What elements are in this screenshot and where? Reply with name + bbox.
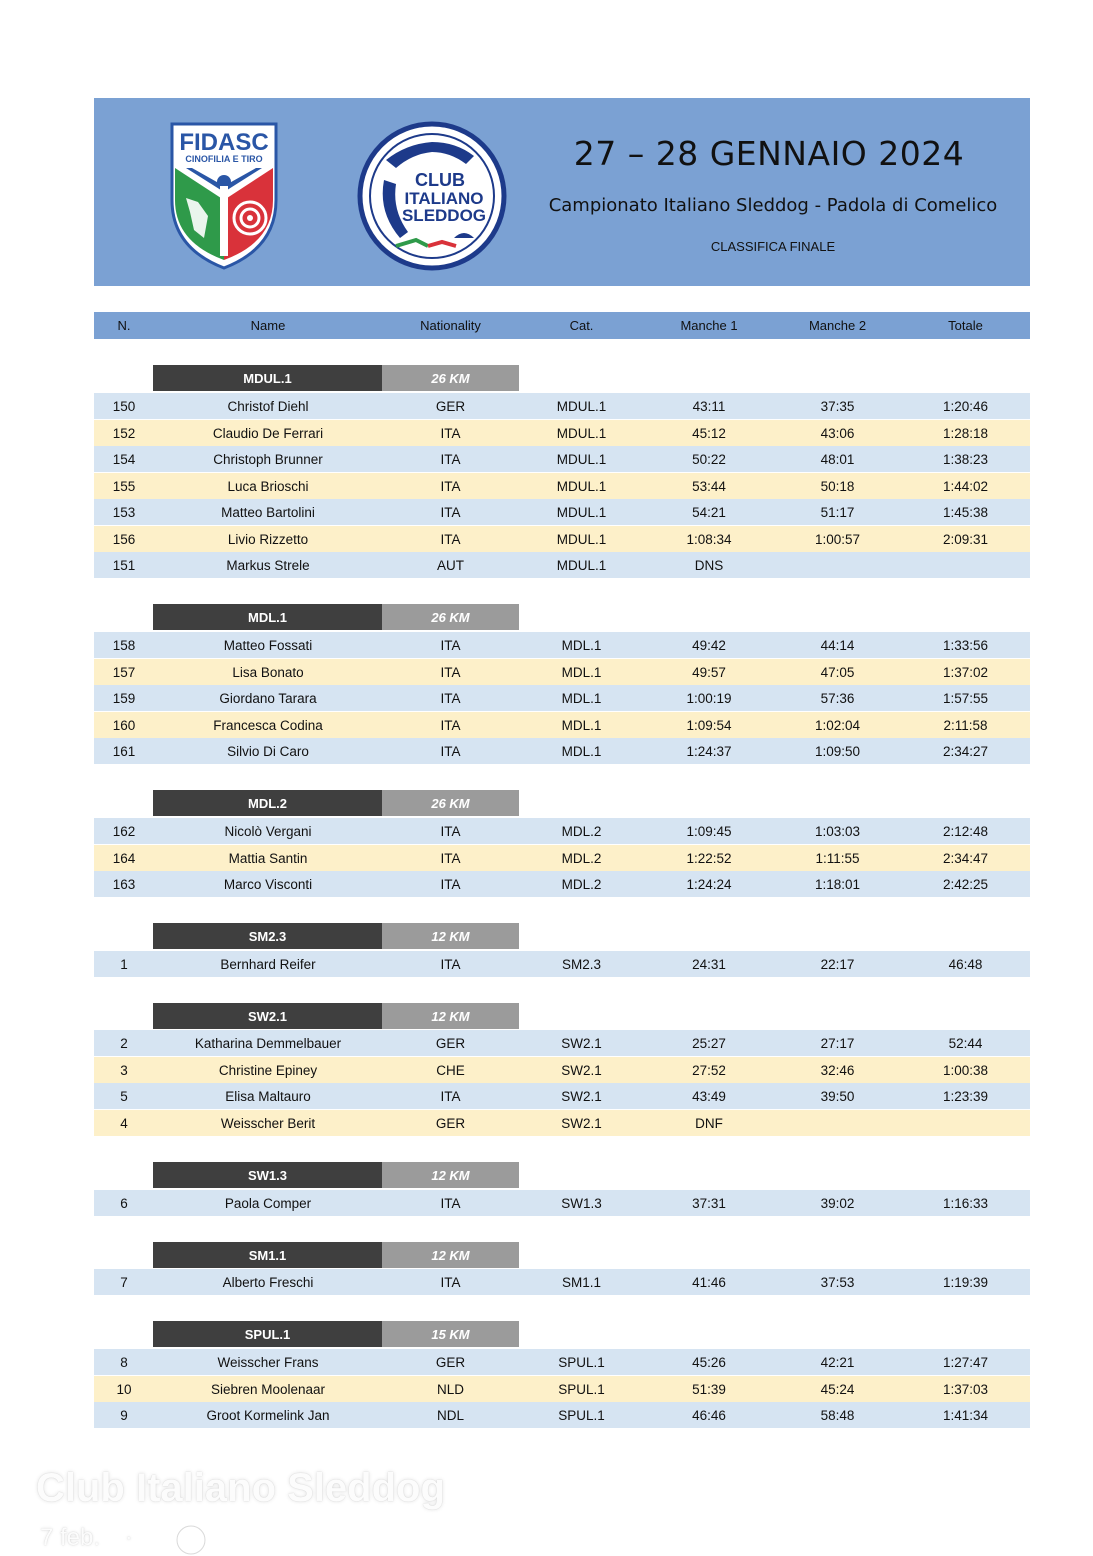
athlete-name: Luca Brioschi: [227, 478, 309, 494]
total-time: 2:12:48: [942, 823, 989, 839]
table-row: [94, 1030, 1030, 1056]
category-distance: 26 KM: [382, 365, 519, 391]
category: SPUL.1: [558, 1407, 605, 1423]
table-row: [94, 818, 1030, 844]
table-row: [94, 1402, 1030, 1428]
header-manche-2: Manche 2: [808, 318, 867, 333]
athlete-name: Mattia Santin: [228, 850, 308, 866]
total-time: 1:57:55: [942, 690, 989, 706]
post-date[interactable]: 7 feb.: [40, 1524, 101, 1551]
manche-2-time: 32:46: [820, 1062, 855, 1078]
table-row: [94, 420, 1030, 446]
nationality: GER: [435, 1035, 466, 1051]
table-row: [94, 526, 1030, 552]
page-name-overlay[interactable]: Club Italiano Sleddog: [36, 1466, 445, 1510]
results-table-header: [94, 312, 1030, 339]
category: MDL.2: [561, 850, 602, 866]
bib-number: 154: [112, 451, 136, 467]
athlete-name: Matteo Fossati: [223, 637, 313, 653]
manche-2-time: [774, 552, 901, 578]
manche-2-time: 44:14: [820, 637, 855, 653]
manche-1-time: 1:09:45: [686, 823, 732, 839]
bib-number: 150: [112, 398, 136, 414]
manche-1-time: 1:00:19: [686, 690, 732, 706]
category-distance: 12 KM: [382, 1242, 519, 1268]
bib-number: 160: [112, 717, 136, 733]
table-row: [94, 1083, 1030, 1109]
category: SM1.1: [561, 1274, 602, 1290]
nationality: ITA: [440, 478, 461, 494]
manche-2-time: 1:18:01: [814, 876, 861, 892]
table-row: [94, 1349, 1030, 1375]
manche-1-time: 50:22: [692, 451, 726, 467]
bib-number: 152: [112, 425, 136, 441]
athlete-name: Groot Kormelink Jan: [206, 1407, 330, 1423]
total-time: 1:38:23: [942, 451, 989, 467]
athlete-name: Siebren Moolenaar: [210, 1381, 326, 1397]
nationality: ITA: [440, 717, 461, 733]
category-distance: 15 KM: [382, 1321, 519, 1347]
category-name: SM2.3: [153, 923, 382, 949]
manche-2-time: 1:11:55: [815, 850, 860, 866]
athlete-name: Weisscher Frans: [217, 1354, 319, 1370]
athlete-name: Livio Rizzetto: [227, 531, 309, 547]
manche-1-time: 24:31: [692, 956, 726, 972]
nationality: ITA: [440, 504, 461, 520]
nationality: ITA: [440, 1088, 461, 1104]
manche-2-time: 1:02:04: [814, 717, 861, 733]
category: MDL.1: [561, 637, 602, 653]
event-date: 27 – 28 GENNAIO 2024: [573, 134, 965, 173]
total-time: 1:23:39: [942, 1088, 989, 1104]
club-logo-line3: SLEDDOG: [401, 206, 487, 225]
total-time: 1:37:02: [942, 664, 989, 680]
manche-2-time: 22:17: [820, 956, 855, 972]
category-name: SPUL.1: [153, 1321, 382, 1347]
nationality: ITA: [440, 1195, 461, 1211]
total-time: 2:09:31: [942, 531, 989, 547]
bib-number: 1: [120, 956, 128, 972]
category: MDUL.1: [556, 478, 607, 494]
bib-number: 153: [112, 504, 136, 520]
manche-2-time: [774, 1110, 901, 1136]
bib-number: 10: [116, 1381, 132, 1397]
table-row: [94, 738, 1030, 764]
fidasc-logo-title: FIDASC: [179, 129, 269, 156]
category-name: SW2.1: [153, 1003, 382, 1029]
nationality: ITA: [440, 823, 461, 839]
total-time: 1:19:39: [942, 1274, 989, 1290]
bib-number: 4: [120, 1115, 128, 1131]
nationality: CHE: [436, 1062, 465, 1078]
table-row: [94, 499, 1030, 525]
bib-number: 6: [120, 1195, 128, 1211]
category: SM2.3: [561, 956, 602, 972]
total-time: [901, 1110, 1030, 1136]
athlete-name: Christine Epiney: [218, 1062, 318, 1078]
athlete-name: Christoph Brunner: [213, 451, 323, 467]
header-manche-1: Manche 1: [680, 318, 738, 333]
nationality: ITA: [440, 876, 461, 892]
bib-number: 164: [112, 850, 136, 866]
table-row: [94, 552, 1030, 578]
total-time: 1:33:56: [942, 637, 989, 653]
fidasc-logo-subtitle: CINOFILIA E TIRO: [185, 154, 263, 164]
manche-1-time: 1:09:54: [686, 717, 732, 733]
total-time: 1:44:02: [942, 478, 989, 494]
manche-1-time: 1:08:34: [686, 531, 732, 547]
bib-number: 155: [112, 478, 136, 494]
total-time: 1:16:33: [942, 1195, 989, 1211]
club-logo-line1: CLUB: [415, 170, 465, 190]
nationality: ITA: [440, 1274, 461, 1290]
table-row: [94, 1190, 1030, 1216]
nationality: ITA: [440, 664, 461, 680]
category-distance: 12 KM: [382, 923, 519, 949]
category-distance: 12 KM: [382, 1162, 519, 1188]
manche-1-time: 1:24:37: [686, 743, 732, 759]
header-category: Cat.: [569, 318, 594, 333]
manche-2-time: 39:02: [820, 1195, 855, 1211]
manche-1-time: DNS: [694, 557, 724, 573]
bib-number: 3: [120, 1062, 128, 1078]
athlete-name: Giordano Tarara: [219, 690, 317, 706]
category-distance: 26 KM: [382, 790, 519, 816]
table-row: [94, 951, 1030, 977]
total-time: 1:37:03: [942, 1381, 989, 1397]
manche-1-time: 53:44: [692, 478, 726, 494]
table-row: [94, 871, 1030, 897]
nationality: GER: [435, 398, 466, 414]
category: MDUL.1: [556, 557, 607, 573]
total-time: 1:45:38: [942, 504, 989, 520]
category: SPUL.1: [558, 1354, 605, 1370]
category-name: MDUL.1: [153, 365, 382, 391]
manche-1-time: 49:57: [692, 664, 726, 680]
table-row: [94, 712, 1030, 738]
manche-2-time: 37:53: [820, 1274, 855, 1290]
athlete-name: Marco Visconti: [223, 876, 313, 892]
manche-2-time: 45:24: [820, 1381, 855, 1397]
manche-1-time: 51:39: [692, 1381, 726, 1397]
nationality: ITA: [440, 451, 461, 467]
table-row: [94, 446, 1030, 472]
manche-1-time: 41:46: [692, 1274, 726, 1290]
total-time: 1:00:38: [942, 1062, 989, 1078]
category-distance: 12 KM: [382, 1003, 519, 1029]
category: SW2.1: [561, 1115, 602, 1131]
category: SW2.1: [561, 1062, 602, 1078]
meta-separator: ·: [124, 1524, 133, 1551]
category: MDUL.1: [556, 398, 607, 414]
manche-2-time: 39:50: [820, 1088, 855, 1104]
manche-2-time: 1:00:57: [814, 531, 861, 547]
category-name: MDL.2: [153, 790, 382, 816]
category-name: SM1.1: [153, 1242, 382, 1268]
nationality: ITA: [440, 743, 461, 759]
category: SPUL.1: [558, 1381, 605, 1397]
category: MDL.2: [561, 876, 602, 892]
category: MDUL.1: [556, 425, 607, 441]
manche-1-time: 25:27: [692, 1035, 726, 1051]
total-time: 52:44: [948, 1035, 983, 1051]
club-logo-line2: ITALIANO: [404, 189, 484, 208]
table-row: [94, 393, 1030, 419]
athlete-name: Katharina Demmelbauer: [194, 1035, 342, 1051]
nationality: AUT: [437, 557, 464, 573]
manche-1-time: 46:46: [692, 1407, 726, 1423]
bib-number: 7: [120, 1274, 128, 1290]
header-number: N.: [117, 318, 131, 333]
header-nationality: Nationality: [420, 318, 481, 333]
total-time: 2:11:58: [943, 717, 988, 733]
athlete-name: Markus Strele: [226, 557, 310, 573]
table-row: [94, 1269, 1030, 1295]
club-italiano-sleddog-logo: [356, 120, 508, 272]
table-row: [94, 1376, 1030, 1402]
table-row: [94, 659, 1030, 685]
athlete-name: Paola Comper: [224, 1195, 312, 1211]
category-distance: 26 KM: [382, 604, 519, 630]
bib-number: 2: [120, 1035, 128, 1051]
manche-1-time: 37:31: [692, 1195, 726, 1211]
total-time: 2:34:47: [942, 850, 989, 866]
category: MDUL.1: [556, 451, 607, 467]
bib-number: 158: [112, 637, 136, 653]
total-time: 1:28:18: [942, 425, 989, 441]
category: MDUL.1: [556, 531, 607, 547]
manche-1-time: 43:49: [692, 1088, 726, 1104]
header-banner: [94, 98, 1030, 286]
nationality: ITA: [440, 637, 461, 653]
bib-number: 9: [120, 1407, 128, 1423]
manche-1-time: DNF: [695, 1115, 723, 1131]
category: SW2.1: [561, 1035, 602, 1051]
manche-2-time: 47:05: [820, 664, 855, 680]
nationality: NDL: [436, 1407, 464, 1423]
total-time: 46:48: [948, 956, 983, 972]
manche-1-time: 27:52: [692, 1062, 726, 1078]
nationality: ITA: [440, 850, 461, 866]
category: MDL.1: [561, 717, 602, 733]
total-time: [901, 552, 1030, 578]
bib-number: 161: [112, 743, 136, 759]
athlete-name: Silvio Di Caro: [227, 743, 309, 759]
nationality: ITA: [440, 531, 461, 547]
bib-number: 8: [120, 1354, 128, 1370]
manche-1-time: 49:42: [692, 637, 726, 653]
post-meta: [40, 1524, 133, 1552]
category-name: MDL.1: [153, 604, 382, 630]
manche-2-time: 51:17: [820, 504, 855, 520]
athlete-name: Francesca Codina: [213, 717, 323, 733]
event-title: Campionato Italiano Sleddog - Padola di Comelico: [548, 195, 998, 216]
category: MDL.1: [561, 690, 602, 706]
athlete-name: Weisscher Berit: [220, 1115, 316, 1131]
athlete-name: Bernhard Reifer: [220, 956, 316, 972]
category: MDUL.1: [556, 504, 607, 520]
total-time: 1:41:34: [942, 1407, 989, 1423]
athlete-name: Nicolò Vergani: [224, 823, 312, 839]
bib-number: 151: [112, 557, 136, 573]
table-row: [94, 845, 1030, 871]
bib-number: 162: [112, 823, 136, 839]
manche-1-time: 43:11: [692, 398, 726, 414]
table-row: [94, 1057, 1030, 1083]
bib-number: 5: [120, 1088, 128, 1104]
total-time: 1:20:46: [942, 398, 989, 414]
manche-2-time: 42:21: [820, 1354, 855, 1370]
category: SW1.3: [561, 1195, 602, 1211]
manche-2-time: 27:17: [820, 1035, 855, 1051]
manche-1-time: 45:12: [692, 425, 726, 441]
table-row: [94, 632, 1030, 658]
manche-2-time: 57:36: [820, 690, 855, 706]
manche-2-time: 43:06: [820, 425, 855, 441]
nationality: GER: [435, 1115, 466, 1131]
athlete-name: Claudio De Ferrari: [212, 425, 324, 441]
nationality: GER: [435, 1354, 466, 1370]
athlete-name: Lisa Bonato: [232, 664, 304, 680]
globe-icon: [172, 1524, 210, 1556]
header-total: Totale: [948, 318, 983, 333]
athlete-name: Alberto Freschi: [222, 1274, 314, 1290]
nationality: NLD: [436, 1381, 464, 1397]
total-time: 2:42:25: [942, 876, 989, 892]
category: MDL.1: [561, 743, 602, 759]
athlete-name: Christof Diehl: [227, 398, 309, 414]
fidasc-logo: [168, 120, 280, 270]
total-time: 1:27:47: [942, 1354, 989, 1370]
bib-number: 163: [112, 876, 136, 892]
event-subtitle: CLASSIFICA FINALE: [710, 239, 836, 254]
category: MDL.1: [561, 664, 602, 680]
header-name: Name: [250, 318, 286, 333]
bib-number: 156: [112, 531, 136, 547]
category-name: SW1.3: [153, 1162, 382, 1188]
athlete-name: Elisa Maltauro: [225, 1088, 311, 1104]
athlete-name: Matteo Bartolini: [221, 504, 315, 520]
bib-number: 157: [112, 664, 136, 680]
nationality: ITA: [440, 956, 461, 972]
manche-1-time: 54:21: [692, 504, 726, 520]
manche-2-time: 37:35: [820, 398, 855, 414]
manche-1-time: 1:22:52: [686, 850, 732, 866]
table-row: [94, 685, 1030, 711]
nationality: ITA: [440, 425, 461, 441]
manche-1-time: 45:26: [692, 1354, 726, 1370]
table-row: [94, 473, 1030, 499]
manche-2-time: 50:18: [820, 478, 855, 494]
table-row: [94, 1110, 1030, 1136]
bib-number: 159: [112, 690, 136, 706]
total-time: 2:34:27: [942, 743, 989, 759]
manche-2-time: 1:03:03: [814, 823, 861, 839]
category: MDL.2: [561, 823, 602, 839]
category: SW2.1: [561, 1088, 602, 1104]
manche-2-time: 48:01: [820, 451, 855, 467]
manche-2-time: 58:48: [820, 1407, 855, 1423]
nationality: ITA: [440, 690, 461, 706]
manche-1-time: 1:24:24: [686, 876, 732, 892]
manche-2-time: 1:09:50: [814, 743, 861, 759]
